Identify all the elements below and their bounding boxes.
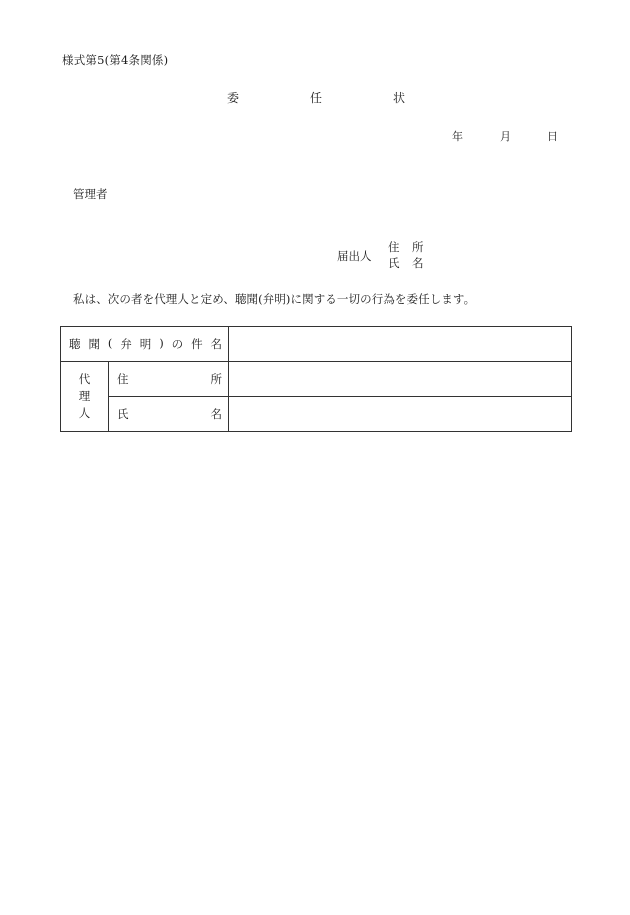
delegation-statement: 私は、次の者を代理人と定め、聴聞(弁明)に関する一切の行為を委任します。 bbox=[73, 292, 476, 306]
recipient: 管理者 bbox=[73, 187, 108, 201]
agent-address-value[interactable] bbox=[229, 362, 572, 397]
notifier-label: 届出人 bbox=[337, 249, 372, 263]
agent-header: 代 理 人 bbox=[61, 362, 109, 432]
matter-label: 聴 聞 ( 弁 明 ) の 件 名 bbox=[61, 327, 229, 362]
notifier-name-label: 氏 名 bbox=[388, 256, 424, 270]
matter-row bbox=[61, 327, 572, 362]
agent-name-value[interactable] bbox=[229, 397, 572, 432]
date-day: 日 bbox=[547, 130, 558, 143]
notifier-fields bbox=[388, 239, 436, 271]
agent-name-label: 氏 名 bbox=[109, 397, 229, 432]
notifier-address-label: 住 所 bbox=[388, 240, 424, 254]
agent-name-row bbox=[61, 397, 572, 432]
title-char-3: 状 bbox=[393, 91, 406, 105]
title-char-2: 任 bbox=[310, 91, 323, 105]
agent-address-row bbox=[61, 362, 572, 397]
date-month: 月 bbox=[500, 130, 511, 143]
date-year: 年 bbox=[452, 130, 463, 143]
matter-value[interactable] bbox=[229, 327, 572, 362]
title-char-1: 委 bbox=[227, 91, 240, 105]
delegation-table bbox=[60, 326, 572, 432]
form-number: 様式第5(第4条関係) bbox=[62, 53, 169, 67]
agent-address-label: 住 所 bbox=[109, 362, 229, 397]
